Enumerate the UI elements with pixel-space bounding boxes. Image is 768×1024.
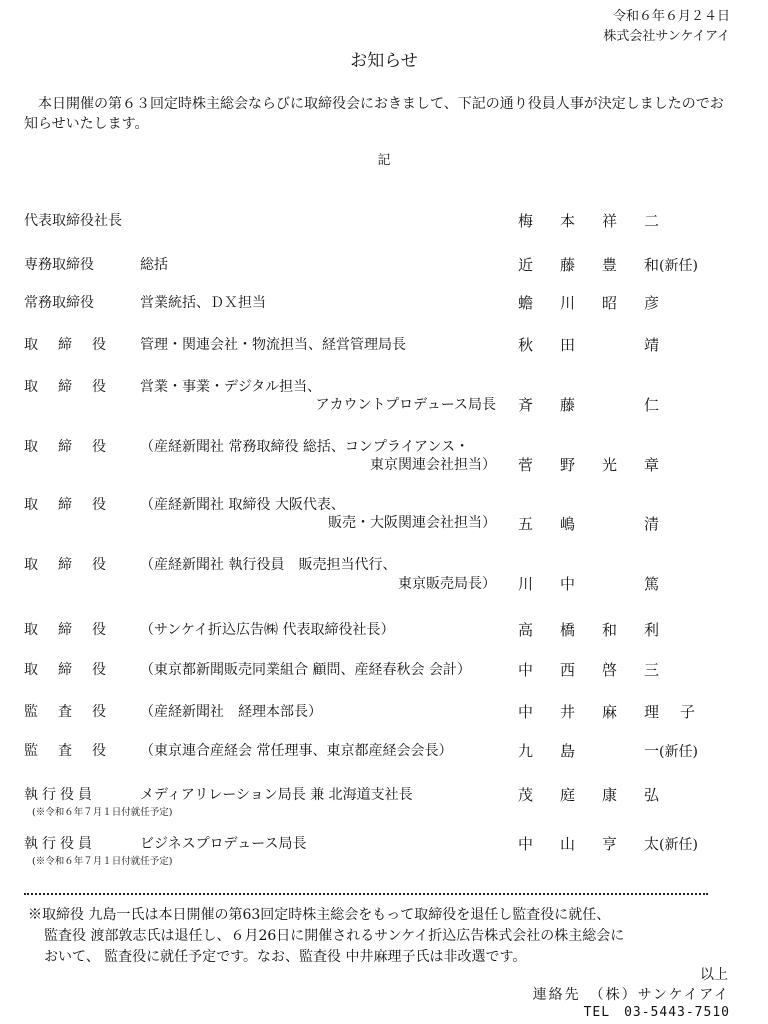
company-name: 株式会社サンケイアイ: [603, 29, 730, 44]
officer-duty: 営業・事業・デジタル担当、: [140, 379, 322, 395]
officer-duty-cont: 東京関連会社担当）: [370, 457, 496, 473]
new-appointment-badge: (新任): [659, 744, 698, 760]
officer-role: 取締役: [24, 439, 126, 455]
officer-name: 五 嶋 清: [518, 515, 660, 533]
officer-duty: （産経新聞社 常務取締役 総括、コンプライアンス・: [140, 439, 470, 455]
officer-duty: 営業統括、ＤＸ担当: [140, 295, 266, 311]
new-appointment-badge: (新任): [659, 258, 698, 274]
officer-name: 川 中 篤: [518, 575, 660, 593]
officer-name: 中 西 啓 三: [518, 661, 660, 679]
new-appointment-badge: (新任): [659, 837, 698, 853]
officer-role: 執行役員: [24, 836, 96, 852]
officer-duty: メディアリレーション局長 兼 北海道支社長: [140, 787, 413, 803]
officer-role: 常務取締役: [24, 295, 94, 311]
officer-role: 監査役: [24, 704, 126, 720]
officer-role: 取締役: [24, 497, 126, 513]
officer-name: 九 島 一(新任): [518, 741, 748, 763]
contact-info: 連絡先 （株）サンケイアイ: [532, 987, 730, 1003]
officer-name: 高 橋 和 利: [518, 621, 660, 639]
dotted-divider: [24, 893, 708, 895]
officer-name: 近 藤 豊 和(新任): [518, 255, 748, 277]
officer-duty: 総括: [140, 257, 168, 273]
appointment-note: (※令和６年７月１日付就任予定): [32, 856, 173, 867]
officer-duty: （産経新聞社 経理本部長）: [140, 704, 322, 720]
officer-duty: 管理・関連会社・物流担当、経営管理局長: [140, 337, 406, 353]
ki-marker: 記: [377, 153, 391, 168]
officer-role: 代表取締役社長: [24, 213, 122, 229]
officer-duty: （産経新聞社 取締役 大阪代表、: [140, 497, 345, 513]
officer-duty: （東京連合産経会 常任理事、東京都産経会会長）: [140, 743, 453, 759]
release-date: 令和６年６月２４日: [612, 9, 730, 24]
officer-name: 茂 庭 康 弘: [518, 786, 660, 804]
officer-role: 執行役員: [24, 787, 96, 803]
officer-role: 取締役: [24, 622, 126, 638]
officer-role: 取締役: [24, 337, 126, 353]
officer-duty-cont: 東京販売局長）: [398, 576, 496, 592]
footnote-line: ※取締役 九島一氏は本日開催の第63回定時株主総会をもって取締役を退任し監査役に就任、: [28, 907, 611, 923]
officer-duty: （サンケイ折込広告㈱ 代表取締役社長）: [140, 622, 395, 638]
officer-name: 中 井 麻 理 子: [518, 703, 696, 721]
intro-paragraph: 本日開催の第６３回定時株主総会ならびに取締役会におきまして、下記の通り役員人事が決定しましたのでお知らせいたします。: [24, 96, 724, 132]
officer-name: 蟾 川 昭 彦: [518, 294, 660, 312]
officer-duty: （産経新聞社 執行役員 販売担当代行、: [140, 557, 397, 573]
officer-duty: ビジネスプロデュース局長: [140, 836, 307, 852]
officer-role: 取締役: [24, 662, 126, 678]
officer-duty-cont: 販売・大阪関連会社担当）: [328, 515, 496, 531]
closing-mark: 以上: [700, 967, 728, 983]
officer-role: 専務取締役: [24, 257, 94, 273]
officer-name: 秋 田 靖: [518, 336, 660, 354]
officer-name: 菅 野 光 章: [518, 456, 660, 474]
footnote-line: おいて、 監査役に就任予定です。なお、監査役 中井麻理子氏は非改選です。: [44, 949, 527, 965]
appointment-note: (※令和６年７月１日付就任予定): [32, 807, 173, 818]
page-title: お知らせ: [350, 51, 418, 71]
officer-duty-cont: アカウントプロデュース局長: [315, 397, 496, 413]
officer-role: 監査役: [24, 743, 126, 759]
officer-name: 中 山 亨 太(新任): [518, 834, 748, 856]
officer-duty: （東京都新聞販売同業組合 顧問、産経春秋会 会計）: [140, 662, 471, 678]
officer-role: 取締役: [24, 557, 126, 573]
officer-name: 梅 本 祥 二: [518, 212, 660, 230]
officer-role: 取締役: [24, 379, 126, 395]
contact-phone: TEL 03-5443-7510: [583, 1005, 730, 1020]
officer-name: 斉 藤 仁: [518, 396, 660, 414]
footnote: [28, 905, 740, 968]
footnote-line: 監査役 渡部敦志氏は退任し、６月26日に開催されるサンケイ折込広告株式会社の株主総会に: [44, 928, 625, 944]
